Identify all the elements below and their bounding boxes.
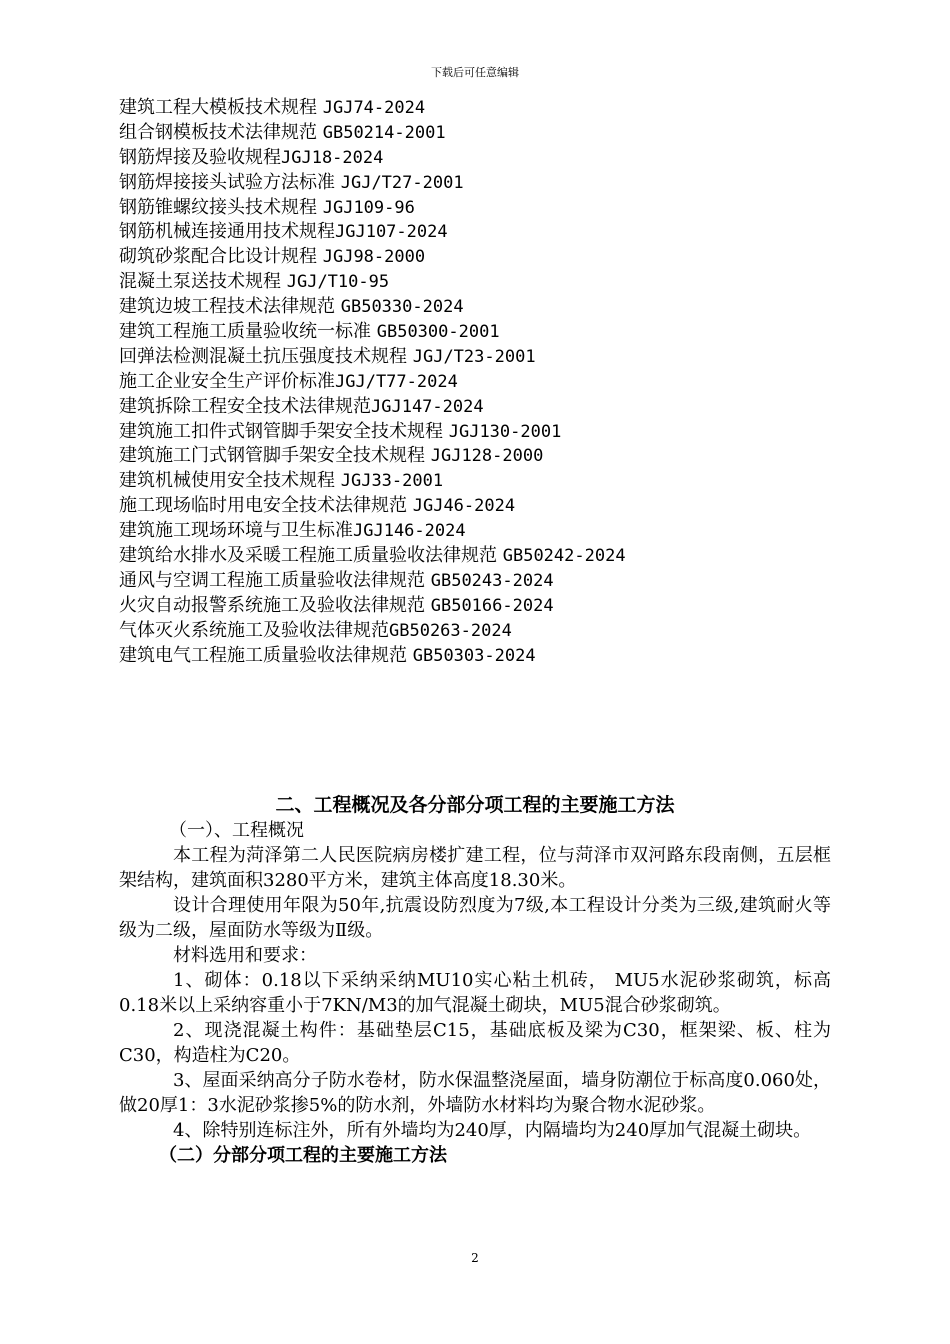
standard-item bbox=[119, 345, 859, 370]
standard-name: 施工企业安全生产评价标准 bbox=[119, 370, 335, 392]
project-overview-section bbox=[119, 793, 831, 1168]
standard-code: JGJ/T27-2001 bbox=[340, 172, 464, 193]
standard-item bbox=[119, 619, 859, 644]
standard-code: GB50166-2024 bbox=[430, 595, 554, 616]
standard-code: GB50300-2001 bbox=[376, 322, 500, 343]
standard-name: 建筑施工扣件式钢管脚手架安全技术规程 bbox=[119, 420, 449, 442]
standard-item bbox=[119, 146, 859, 171]
paragraph-materials-heading: 材料选用和要求： bbox=[173, 945, 317, 966]
paragraph-walls: 4、除特别连标注外，所有外墙均为240厚，内隔墙均为240厚加气混凝土砌块。 bbox=[173, 1120, 812, 1141]
paragraph-concrete: 2、现浇混凝土构件：基础垫层C15，基础底板及梁为C30，框架梁、板、柱为C30，构造柱为C20。 bbox=[119, 1020, 831, 1066]
standard-code: JGJ130-2001 bbox=[448, 421, 562, 442]
standard-code: JGJ/T23-2001 bbox=[412, 346, 536, 367]
standard-name: 建筑拆除工程安全技术法律规范 bbox=[119, 395, 371, 417]
standard-code: GB50242-2024 bbox=[502, 546, 626, 567]
standard-item bbox=[119, 196, 859, 221]
standard-name: 施工现场临时用电安全技术法律规范 bbox=[119, 495, 413, 517]
standard-code: GB50243-2024 bbox=[430, 570, 554, 591]
standard-item bbox=[119, 544, 859, 569]
standard-item bbox=[119, 171, 859, 196]
standard-item bbox=[119, 594, 859, 619]
standard-code: JGJ107-2024 bbox=[335, 222, 448, 243]
standard-item bbox=[119, 220, 859, 245]
subsection-title-overview: （一）、工程概况 bbox=[169, 820, 304, 841]
standard-name: 通风与空调工程施工质量验收法律规范 bbox=[119, 569, 431, 591]
paragraph-project-intro: 本工程为菏泽第二人民医院病房楼扩建工程，位与菏泽市双河路东段南侧，五层框架结构，建筑面积3280平方米，建筑主体高度18.30米。 bbox=[119, 845, 831, 891]
standard-name: 钢筋锥螺纹接头技术规程 bbox=[119, 196, 323, 218]
standard-item bbox=[119, 270, 859, 295]
standard-code: JGJ147-2024 bbox=[371, 396, 484, 417]
standard-name: 建筑施工现场环境与卫生标准 bbox=[119, 520, 353, 542]
standard-code: GB50303-2024 bbox=[412, 645, 536, 666]
standard-name: 回弹法检测混凝土抗压强度技术规程 bbox=[119, 345, 413, 367]
standard-item bbox=[119, 96, 859, 121]
standard-name: 建筑给水排水及采暖工程施工质量验收法律规范 bbox=[119, 545, 503, 567]
standard-name: 建筑边坡工程技术法律规范 bbox=[119, 296, 341, 318]
standard-name: 气体灭火系统施工及验收法律规范 bbox=[119, 619, 389, 641]
standard-item bbox=[119, 320, 859, 345]
standard-item bbox=[119, 644, 859, 669]
standard-item bbox=[119, 245, 859, 270]
standard-code: JGJ146-2024 bbox=[353, 521, 466, 542]
standard-item bbox=[119, 444, 859, 469]
standards-list bbox=[119, 96, 859, 668]
standard-code: JGJ128-2000 bbox=[430, 446, 544, 467]
standard-code: JGJ/T77-2024 bbox=[335, 371, 458, 392]
standard-code: JGJ109-96 bbox=[322, 197, 415, 218]
standard-item bbox=[119, 469, 859, 494]
standard-name: 建筑工程大模板技术规程 bbox=[119, 97, 323, 118]
standard-name: 建筑工程施工质量验收统一标准 bbox=[119, 321, 377, 343]
standard-item bbox=[119, 569, 859, 594]
standard-name: 建筑电气工程施工质量验收法律规范 bbox=[119, 644, 413, 666]
standard-item bbox=[119, 494, 859, 519]
standard-name: 砌筑砂浆配合比设计规程 bbox=[119, 246, 323, 268]
standard-code: JGJ18-2024 bbox=[281, 147, 384, 168]
standard-code: JGJ46-2024 bbox=[412, 496, 516, 517]
section-title: 二、工程概况及各分部分项工程的主要施工方法 bbox=[275, 794, 675, 816]
standard-item bbox=[119, 121, 859, 146]
paragraph-roofing: 3、屋面采纳高分子防水卷材，防水保温整浇屋面，墙身防潮位于标高度0.060处，做20厚1：3水泥砂浆掺5%的防水剂，外墙防水材料均为聚合物水泥砂浆。 bbox=[119, 1070, 831, 1116]
standard-name: 钢筋焊接接头试验方法标准 bbox=[119, 171, 341, 193]
standard-name: 钢筋机械连接通用技术规程 bbox=[119, 221, 335, 243]
standard-name: 混凝土泵送技术规程 bbox=[119, 271, 287, 293]
standard-name: 钢筋焊接及验收规程 bbox=[119, 146, 281, 168]
standard-code: JGJ33-2001 bbox=[340, 471, 444, 492]
standard-item bbox=[119, 370, 859, 395]
standard-name: 建筑机械使用安全技术规程 bbox=[119, 470, 341, 492]
standard-code: JGJ98-2000 bbox=[322, 247, 426, 268]
standard-item bbox=[119, 519, 859, 544]
standard-code: JGJ74-2024 bbox=[322, 98, 426, 118]
paragraph-design-life: 设计合理使用年限为50年,抗震设防烈度为7级,本工程设计分类为三级,建筑耐火等级为二级，屋面防水等级为Ⅱ级。 bbox=[119, 895, 831, 941]
standard-code: JGJ/T10-95 bbox=[286, 272, 390, 293]
paragraph-masonry: 1、砌体：0.18以下采纳采纳MU10实心粘土机砖， MU5水泥砂浆砌筑，标高0.18米以上采纳容重小于7KN/M3的加气混凝土砌块，MU5混合砂浆砌筑。 bbox=[119, 970, 831, 1016]
subsection-title-methods: （二）分部分项工程的主要施工方法 bbox=[159, 1145, 447, 1166]
standard-code: GB50214-2001 bbox=[322, 122, 446, 143]
standard-item bbox=[119, 395, 859, 420]
standard-name: 建筑施工门式钢管脚手架安全技术规程 bbox=[119, 445, 431, 467]
standard-item bbox=[119, 295, 859, 320]
standard-name: 组合钢模板技术法律规范 bbox=[119, 121, 323, 143]
page-header: 下载后可任意编辑 bbox=[431, 66, 519, 79]
standard-item bbox=[119, 420, 859, 445]
standard-code: GB50330-2024 bbox=[340, 297, 464, 318]
standard-name: 火灾自动报警系统施工及验收法律规范 bbox=[119, 594, 431, 616]
page-number: 2 bbox=[471, 1251, 479, 1265]
standard-code: GB50263-2024 bbox=[389, 620, 512, 641]
